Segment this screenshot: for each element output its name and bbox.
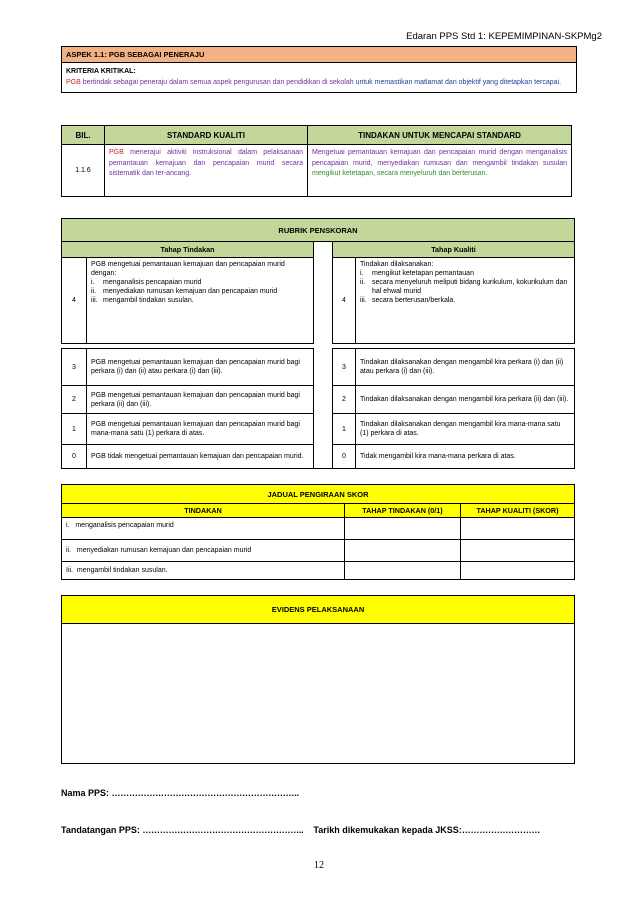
rubrik-tindakan-cell: PGB mengetuai pemantauan kemajuan dan pencapaian murid bagi perkara (ii) dan (iii). [87,386,314,414]
evidens-title: EVIDENS PELAKSANAAN [62,596,574,624]
rubrik-kualiti-score: 1 [333,414,356,445]
rubrik-row [62,349,575,386]
jadual-tindakan-cell: Iii. mengambil tindakan susulan. [62,562,345,580]
rubrik-kualiti-cell: Tidak mengambil kira mana-mana perkara di atas. [356,445,575,469]
tandatangan-line [61,825,540,835]
rubrik-col-tindakan: Tahap Tindakan [62,242,314,258]
standard-bil: 1.1.6 [62,145,105,197]
jadual-col-tahap-kualiti: TAHAP KUALITI (SKOR) [461,504,575,518]
jadual-tahap-tindakan-input[interactable] [345,540,461,562]
rubrik-spacer [314,242,333,258]
jadual-row [62,540,575,562]
jadual-col-tahap-tindakan: TAHAP TINDAKAN (0/1) [345,504,461,518]
jadual-title: JADUAL PENGIRAAN SKOR [62,485,575,504]
jadual-row [62,518,575,540]
col-standard-kualiti: STANDARD KUALITI [105,126,308,145]
tandatangan-label: Tandatangan PPS: [61,825,140,835]
rubrik-table [61,218,575,469]
kriteria-label: KRITERIA KRITIKAL: [66,68,136,75]
rubrik-score: 2 [62,386,87,414]
jadual-tahap-tindakan-input[interactable] [345,562,461,580]
kriteria-block [62,63,576,92]
rubrik-tindakan-item: i. menganalisis pencapaian murid [91,279,202,286]
tarikh-field[interactable]: ……………………… [461,825,541,835]
rubrik-score: 0 [62,445,87,469]
standard-text: PGB menerajui aktiviti instruksional dalam pelaksanaan pemantauan kemajuan dan pencapaian murid secara sistematik dan ter-ancang. [105,145,308,197]
rubrik-row [62,445,575,469]
rubrik-kualiti-intro: Tindakan dilaksanakan: [360,261,434,268]
tarikh-label: Tarikh dikemukakan kepada JKSS: [313,825,462,835]
tandatangan-field[interactable]: ……………………………………………….. [142,825,304,835]
rubrik-tindakan-item: iii. mengambil tindakan susulan. [91,297,194,304]
rubrik-tindakan-intro: PGB mengetuai pemantauan kemajuan dan pencapaian murid dengan: [91,261,285,277]
rubrik-score: 4 [62,258,87,344]
rubrik-spacer [314,386,333,414]
standard-table [61,125,572,197]
rubrik-row [62,258,575,344]
tindakan-standard-text: Mengetuai pemantauan kemajuan dan pencapaian murid dengan menganalisis pencapaian murid, menyediakan rumusan dan mengambil tindakan susulan mengikut ketetapan, secara menyeluruh dan berterusan. [308,145,572,197]
jadual-col-tindakan: TINDAKAN [62,504,345,518]
rubrik-spacer [314,445,333,469]
rubrik-spacer [314,349,333,386]
rubrik-kualiti-score: 3 [333,349,356,386]
rubrik-kualiti-cell: Tindakan dilaksanakan dengan mengambil kira perkara (i) dan (ii) atau perkara (i) dan (iii). [356,349,575,386]
rubrik-score: 1 [62,414,87,445]
evidens-box [61,595,575,764]
rubrik-spacer [314,414,333,445]
kriteria-text: PGB bertindak sebagai peneraju dalam semua aspek pengurusan dan pendidikan di sekolah untuk memastikan matlamat dan objektif yang ditetapkan tercapai. [66,79,562,86]
jadual-tahap-kualiti-input[interactable] [461,518,575,540]
rubrik-kualiti-score: 0 [333,445,356,469]
rubrik-tindakan-item: ii. menyediakan rumusan kemajuan dan pencapaian murid [91,288,278,295]
jadual-tahap-tindakan-input[interactable] [345,518,461,540]
rubrik-kualiti-item: i. mengikut ketetapan pemantauan [360,270,474,277]
evidens-content-area[interactable] [62,624,574,763]
rubrik-score: 3 [62,349,87,386]
rubrik-row [62,386,575,414]
nama-pps-line [61,788,299,798]
rubrik-tindakan-cell: PGB mengetuai pemantauan kemajuan dan pencapaian murid bagi perkara (i) dan (ii) atau perkara (i) dan (iii). [87,349,314,386]
rubrik-col-kualiti: Tahap Kualiti [333,242,575,258]
col-bil: BIL. [62,126,105,145]
rubrik-title: RUBRIK PENSKORAN [62,219,575,242]
jadual-row [62,562,575,580]
rubrik-tindakan-cell: PGB mengetuai pemantauan kemajuan dan pencapaian murid bagi mana-mana satu (1) perkara di atas. [87,414,314,445]
rubrik-tindakan-cell [87,258,314,344]
jadual-tindakan-cell: i. menganalisis pencapaian murid [62,518,345,540]
jadual-tahap-kualiti-input[interactable] [461,562,575,580]
nama-pps-field[interactable]: ……………………………………………………….. [111,788,299,798]
jadual-tahap-kualiti-input[interactable] [461,540,575,562]
rubrik-kualiti-cell: Tindakan dilaksanakan dengan mengambil kira mana-mana satu (1) perkara di atas. [356,414,575,445]
page-number: 12 [314,860,324,871]
nama-pps-label: Nama PPS: [61,788,110,798]
rubrik-kualiti-cell [356,258,575,344]
rubrik-kualiti-cell: Tindakan dilaksanakan dengan mengambil kira perkara (ii) dan (iii). [356,386,575,414]
header-reference: Edaran PPS Std 1: KEPEMIMPINAN-SKPMg2 [406,31,602,42]
rubrik-spacer [314,258,333,344]
rubrik-row [62,414,575,445]
rubrik-kualiti-score: 2 [333,386,356,414]
rubrik-kualiti-item: iii. secara berterusan/berkala. [360,297,456,304]
jadual-tindakan-cell: ii. menyediakan rumusan kemajuan dan pencapaian murid [62,540,345,562]
jadual-table [61,484,575,580]
rubrik-kualiti-item: ii. secara menyeluruh meliputi bidang kurikulum, kokurikulum dan hal ehwal murid [360,279,568,295]
aspek-box [61,46,577,93]
rubrik-kualiti-score: 4 [333,258,356,344]
rubrik-tindakan-cell: PGB tidak mengetuai pemantauan kemajuan dan pencapaian murid. [87,445,314,469]
col-tindakan-standard: TINDAKAN UNTUK MENCAPAI STANDARD [308,126,572,145]
aspek-title: ASPEK 1.1: PGB SEBAGAI PENERAJU [62,47,576,63]
